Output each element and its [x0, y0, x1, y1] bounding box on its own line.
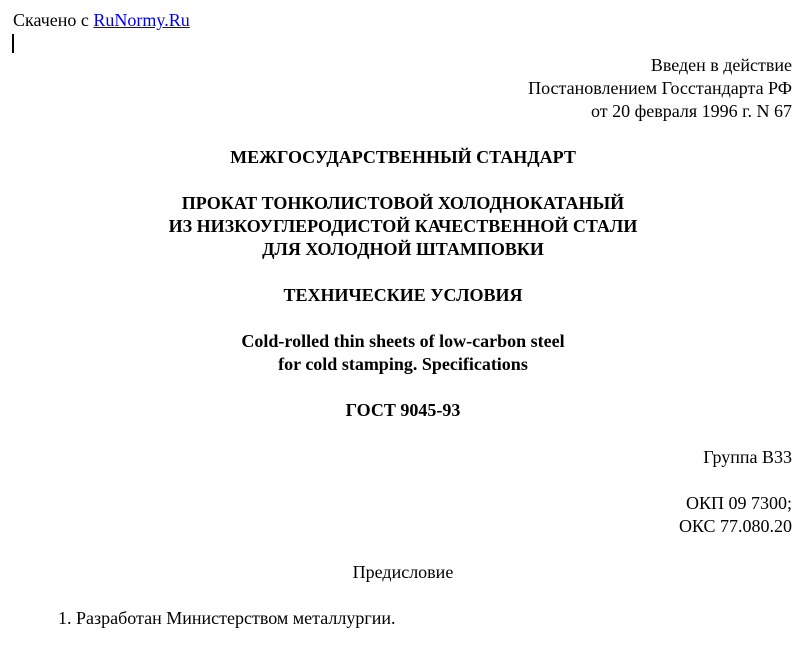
- title-ru-line-3: ДЛЯ ХОЛОДНОЙ ШТАМПОВКИ: [262, 239, 544, 259]
- subtitle-ru: [0, 284, 799, 307]
- enactment-line-3: от 20 февраля 1996 г. N 67: [590, 101, 792, 121]
- text-cursor: [12, 34, 14, 53]
- foreword-item-1: [58, 607, 395, 630]
- oks-code: ОКС 77.080.20: [678, 516, 792, 536]
- download-prefix: Скачено с: [13, 10, 89, 30]
- standard-type-text: МЕЖГОСУДАРСТВЕННЫЙ СТАНДАРТ: [230, 147, 576, 167]
- gost-number: [0, 399, 799, 422]
- foreword-heading: [0, 561, 799, 584]
- foreword-item-1-text: 1. Разработан Министерством металлургии.: [58, 608, 396, 628]
- title-en-line-2: for cold stamping. Specifications: [278, 354, 528, 374]
- runormy-link[interactable]: RuNormy.Ru: [93, 10, 190, 30]
- download-source-line: [13, 9, 190, 32]
- okp-code: ОКП 09 7300;: [685, 493, 792, 513]
- title-en-line-1: Cold-rolled thin sheets of low-carbon steel: [241, 331, 565, 351]
- foreword-heading-text: Предисловие: [352, 562, 454, 582]
- enactment-line-1: Введен в действие: [650, 55, 792, 75]
- gost-number-text: ГОСТ 9045-93: [345, 400, 461, 420]
- document-title-en: [0, 330, 799, 376]
- subtitle-ru-text: ТЕХНИЧЕСКИЕ УСЛОВИЯ: [283, 285, 523, 305]
- enactment-block: [528, 54, 792, 123]
- classification-codes: [679, 492, 792, 538]
- title-ru-line-1: ПРОКАТ ТОНКОЛИСТОВОЙ ХОЛОДНОКАТАНЫЙ: [181, 193, 625, 213]
- group-code: [703, 446, 792, 469]
- title-ru-line-2: ИЗ НИЗКОУГЛЕРОДИСТОЙ КАЧЕСТВЕННОЙ СТАЛИ: [168, 216, 638, 236]
- document-title-ru: [0, 192, 799, 261]
- enactment-line-2: Постановлением Госстандарта РФ: [528, 78, 792, 98]
- standard-type-heading: [0, 146, 799, 169]
- group-code-text: Группа В33: [703, 447, 792, 467]
